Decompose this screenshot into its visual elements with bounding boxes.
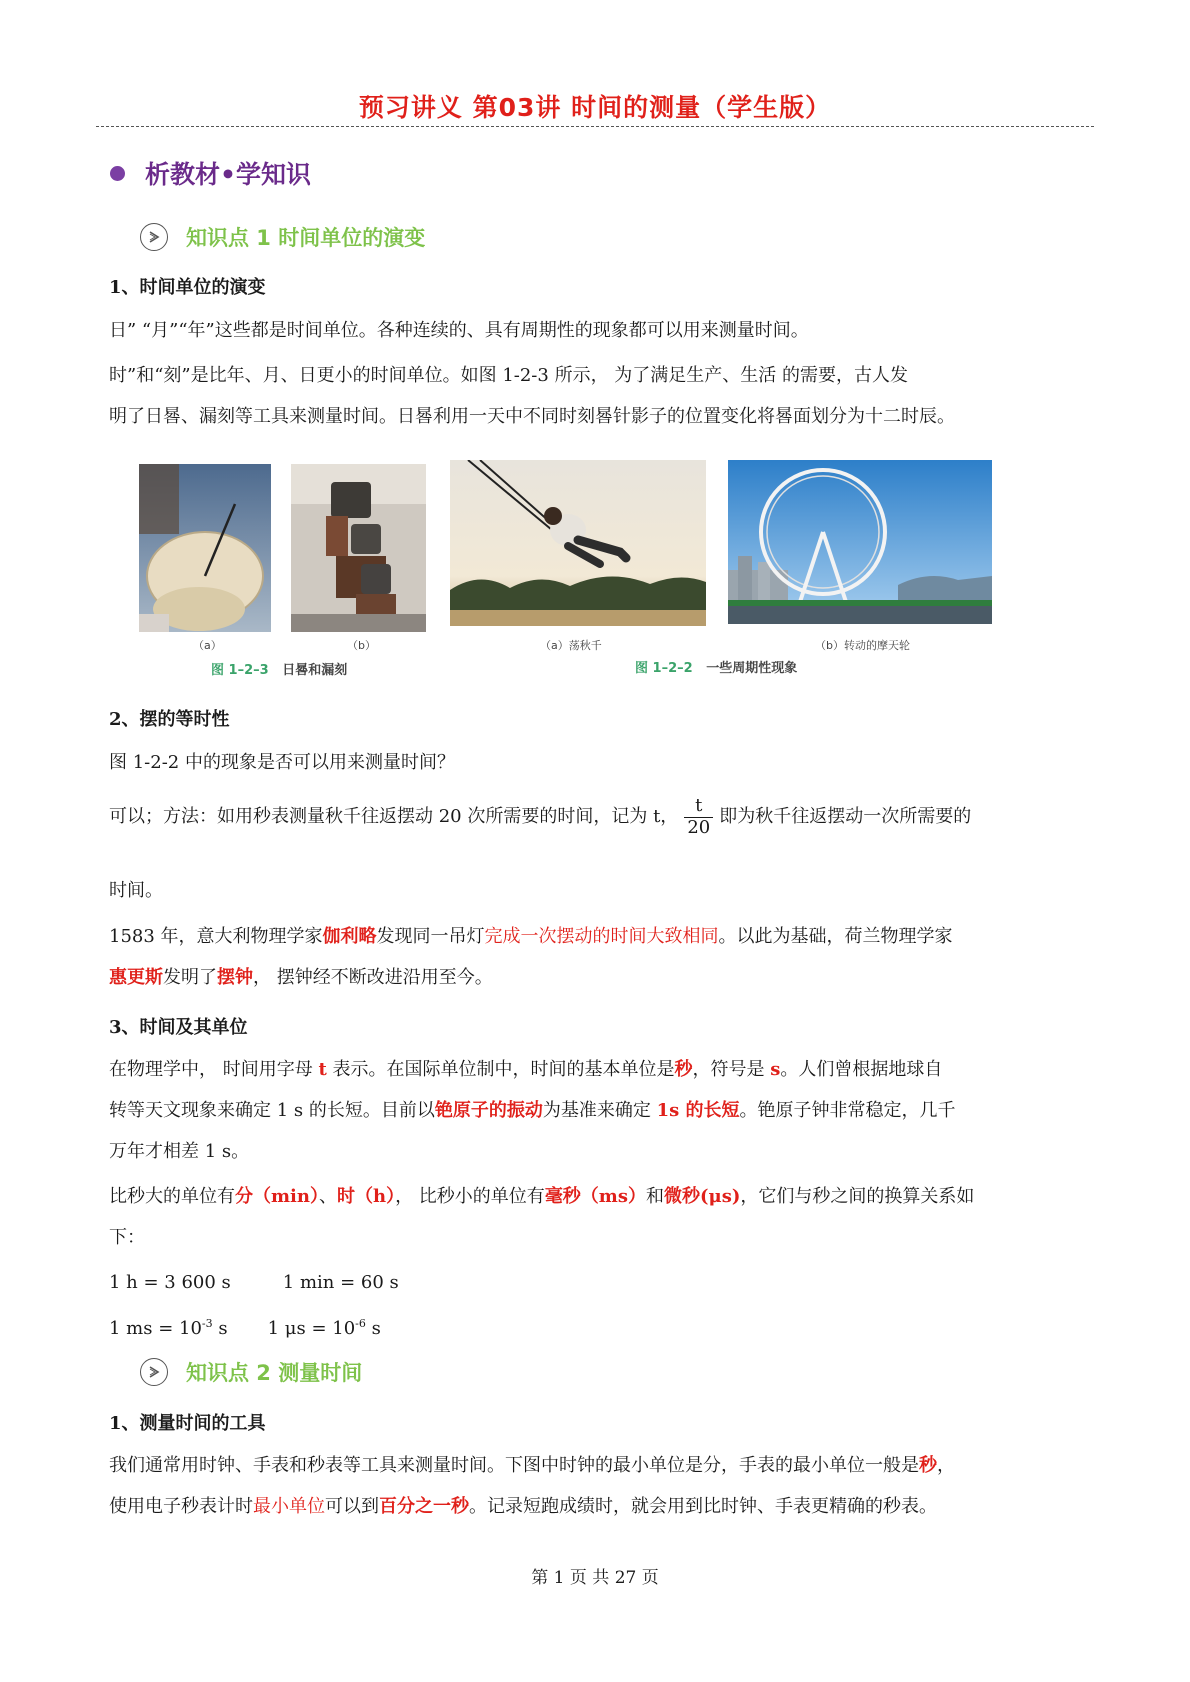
fraction-t-over-20 xyxy=(684,796,713,838)
figure-label-b: （b） xyxy=(347,639,376,652)
text-segment: 转等天文现象来确定 1 s 的长短。目前以 xyxy=(109,1100,435,1121)
ferris-wheel-image xyxy=(728,460,992,624)
exponent: -3 xyxy=(201,1317,213,1330)
highlight-same-period: 完成一次摆动的时间大致相同 xyxy=(484,926,719,947)
text-segment: 、 xyxy=(318,1186,337,1207)
text-segment: 。人们曾根据地球自 xyxy=(780,1059,943,1080)
highlight-hour: 时（h） xyxy=(336,1186,396,1207)
arrow-circle-icon xyxy=(140,1358,168,1386)
text-segment: 1 μs = 10 xyxy=(267,1318,356,1339)
figure-caption-sundial xyxy=(211,659,347,678)
sundial-image xyxy=(139,464,271,632)
paragraph-unit-conversion xyxy=(109,1176,1084,1258)
highlight-symbol-t: t xyxy=(318,1059,327,1080)
subheading-pendulum: 2、摆的等时性 xyxy=(109,709,230,730)
page-title: 预习讲义 第03讲 时间的测量（学生版） xyxy=(358,93,832,122)
text-segment: 使用电子秒表计时 xyxy=(109,1496,253,1517)
highlight-min-unit: 最小单位 xyxy=(253,1496,325,1517)
text-segment: ，符号是 xyxy=(692,1059,765,1080)
text-segment: 和 xyxy=(646,1186,664,1207)
text-segment: 万年才相差 1 s。 xyxy=(109,1141,250,1162)
conversion-minute: 1 min = 60 s xyxy=(282,1272,399,1293)
fraction-numerator: t xyxy=(684,796,713,818)
text-segment: 表示。在国际单位制中，时间的基本单位是 xyxy=(332,1059,675,1080)
figure-label-a: （a） xyxy=(193,639,222,652)
highlight-one-second: 1s 的长短 xyxy=(656,1100,740,1121)
text-segment: s xyxy=(365,1318,381,1339)
text-segment: 。铯原子钟非常稳定，几千 xyxy=(739,1100,956,1121)
text-segment: 比秒大的单位有 xyxy=(109,1186,235,1207)
highlight-galileo: 伽利略 xyxy=(322,926,377,947)
text-segment: 为基准来确定 xyxy=(542,1100,651,1121)
page-footer: 第 1 页 共 27 页 xyxy=(531,1568,659,1588)
text-segment: ， xyxy=(937,1455,955,1476)
text-segment: 。记录短跑成绩时，就会用到比时钟、手表更精确的秒表。 xyxy=(469,1496,937,1517)
paragraph-si-unit xyxy=(109,1049,1084,1172)
paragraph-answer xyxy=(109,796,1084,838)
highlight-millisecond: 毫秒（ms） xyxy=(544,1186,646,1207)
figure-number: 图 1–2–3 xyxy=(211,663,269,678)
text-segment: 1583 年，意大利物理学家 xyxy=(109,926,323,947)
text-segment: 。以此为基础，荷兰物理学家 xyxy=(718,926,953,947)
text-segment: 可以到 xyxy=(325,1496,379,1517)
highlight-microsecond: 微秒(μs) xyxy=(664,1186,741,1207)
figure-title: 日晷和漏刻 xyxy=(282,663,348,678)
highlight-pendulum-clock: 摆钟 xyxy=(217,967,253,988)
figure-number: 图 1–2–2 xyxy=(635,661,693,676)
highlight-second: 秒 xyxy=(919,1455,937,1476)
text-segment: 发明了 xyxy=(163,967,217,988)
highlight-hundredth-second: 百分之一秒 xyxy=(379,1496,469,1517)
highlight-huygens: 惠更斯 xyxy=(109,967,163,988)
highlight-second: 秒 xyxy=(674,1059,693,1080)
water-clock-image xyxy=(291,464,426,632)
arrow-circle-icon xyxy=(140,223,168,251)
conversion-millisecond xyxy=(109,1318,228,1339)
highlight-cesium: 铯原子的振动 xyxy=(434,1100,543,1121)
figure-row xyxy=(135,460,1015,690)
text-segment: 1 ms = 10 xyxy=(109,1318,202,1339)
paragraph-history xyxy=(109,916,1084,998)
figure-label-swing: （a）荡秋千 xyxy=(540,639,602,652)
section-heading xyxy=(110,155,311,191)
subheading-time-and-units: 3、时间及其单位 xyxy=(109,1017,248,1038)
highlight-minute: 分（min） xyxy=(235,1186,319,1207)
figure-label-ferris: （b）转动的摩天轮 xyxy=(815,639,910,652)
text-line: 时”和“刻”是比年、月、日更小的时间单位。如图 1-2-3 所示， 为了满足生产、生活 的需要，古人发 xyxy=(109,365,909,386)
text-line: 明了日晷、漏刻等工具来测量时间。日晷利用一天中不同时刻晷针影子的位置变化将晷面划分为十二时辰。 xyxy=(109,406,955,427)
text-segment: s xyxy=(212,1318,228,1339)
conversion-line-1 xyxy=(109,1262,1084,1303)
highlight-symbol-s: s xyxy=(770,1059,781,1080)
fraction-denominator: 20 xyxy=(687,816,711,838)
title-divider xyxy=(96,126,1094,127)
text-segment: ， 比秒小的单位有 xyxy=(395,1186,545,1207)
exponent: -6 xyxy=(355,1317,366,1330)
text-segment: 即为秋千往返摆动一次所需要的 xyxy=(719,806,972,828)
bullet-icon xyxy=(110,166,125,181)
paragraph-question: 图 1-2-2 中的现象是否可以用来测量时间？ xyxy=(109,752,455,773)
conversion-hour: 1 h = 3 600 s xyxy=(109,1272,231,1293)
conversion-line-2 xyxy=(109,1303,1084,1349)
knowledge-point-1-text: 知识点 1 时间单位的演变 xyxy=(186,226,426,250)
knowledge-point-1-heading xyxy=(140,222,425,252)
section-heading-text: 析教材•学知识 xyxy=(145,160,311,189)
text-segment: 可以；方法：如用秒表测量秋千往返摆动 20 次所需要的时间，记为 t， xyxy=(109,806,679,828)
text-segment: 在物理学中， 时间用字母 xyxy=(109,1059,313,1080)
text-segment: 我们通常用时钟、手表和秒表等工具来测量时间。下图中时钟的最小单位是分，手表的最小单位一般是 xyxy=(109,1455,919,1476)
knowledge-point-2-heading xyxy=(140,1357,362,1387)
paragraph-answer-end: 时间。 xyxy=(109,880,163,901)
text-segment: ， 摆钟经不断改进沿用至今。 xyxy=(253,967,493,988)
subheading-tools: 1、测量时间的工具 xyxy=(109,1413,266,1434)
text-segment: ，它们与秒之间的换算关系如 xyxy=(740,1186,975,1207)
swing-image xyxy=(450,460,706,626)
knowledge-point-2-text: 知识点 2 测量时间 xyxy=(186,1361,363,1385)
paragraph-time-units-1: 日” “月”“年”这些都是时间单位。各种连续的、具有周期性的现象都可以用来测量时间。 xyxy=(109,320,809,341)
subheading-time-units: 1、时间单位的演变 xyxy=(109,277,266,298)
paragraph-tools xyxy=(109,1445,1084,1527)
text-segment: 发现同一吊灯 xyxy=(376,926,485,947)
figure-caption-periodic xyxy=(635,657,797,676)
paragraph-time-units-2 xyxy=(109,355,1084,437)
conversion-microsecond xyxy=(268,1318,381,1339)
figure-title: 一些周期性现象 xyxy=(706,661,798,676)
text-segment: 下： xyxy=(109,1227,145,1248)
